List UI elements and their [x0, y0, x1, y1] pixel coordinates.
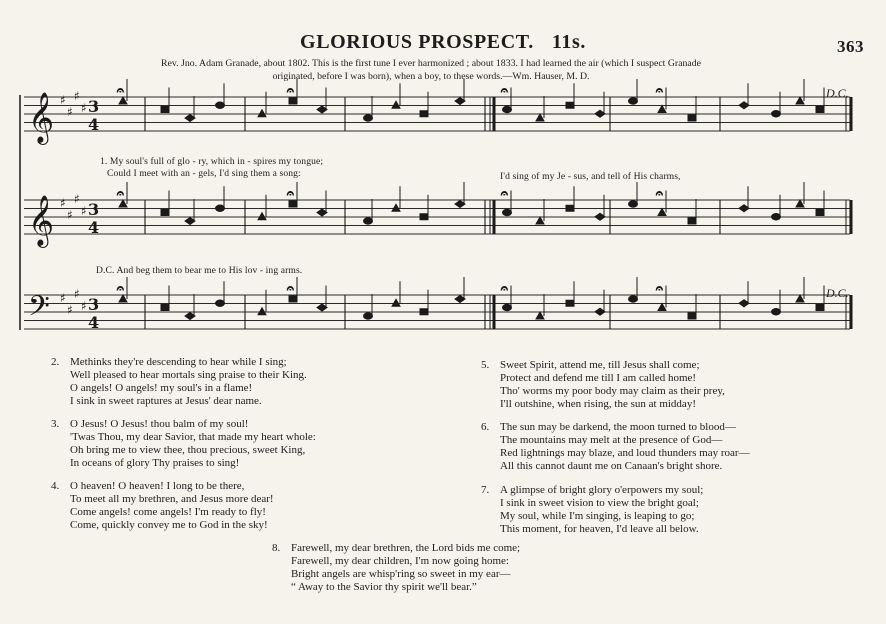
- time-signature: 3: [88, 97, 100, 116]
- sharp-sign: ♯: [81, 299, 87, 313]
- shape-note: [566, 205, 574, 211]
- fermata: 𝄐: [117, 281, 124, 295]
- sharp-sign: ♯: [60, 196, 66, 210]
- sharp-sign: ♯: [81, 204, 87, 218]
- lyrics-dc-line: D.C. And beg them to bear me to His lov - ing arms.: [96, 265, 303, 276]
- shape-note: [289, 98, 297, 104]
- time-signature: 3: [88, 200, 100, 219]
- shape-note: [216, 300, 225, 306]
- sharp-sign: ♯: [60, 93, 66, 107]
- verse-line: Oh bring me to view thee, thou precious, sweet King,: [70, 444, 306, 456]
- page-number: 363: [837, 37, 864, 56]
- fermata: 𝄐: [656, 281, 663, 295]
- dc-mark-top: D.C.: [826, 86, 849, 100]
- sharp-sign: ♯: [74, 192, 80, 206]
- shape-note: [420, 111, 428, 117]
- fermata: 𝄐: [501, 83, 508, 97]
- sharp-sign: ♯: [74, 89, 80, 103]
- verse-6: [481, 421, 750, 473]
- verse-line: O angels! O angels! my soul's in a flame!: [70, 382, 253, 394]
- time-signature: 4: [88, 218, 100, 237]
- shape-note: [216, 205, 225, 211]
- shape-note: [289, 201, 297, 207]
- fermata: 𝄐: [656, 186, 663, 200]
- verse-number: 7.: [481, 484, 490, 496]
- verse-5: [481, 359, 725, 411]
- shape-note: [772, 214, 781, 220]
- shape-note: [658, 209, 666, 216]
- verse-7: [481, 484, 704, 536]
- fermata: 𝄐: [287, 186, 294, 200]
- shape-note: [364, 218, 373, 224]
- verse-4: [51, 480, 274, 532]
- verse-line: The sun may be darkend, the moon turned to blood—: [500, 421, 736, 433]
- verse-line: In oceans of glory Thy praises to sing!: [70, 457, 240, 469]
- shape-note: [658, 106, 666, 113]
- shape-note: [816, 305, 824, 311]
- credit-line-1: Rev. Jno. Adam Granade, about 1802. This is the first tune I ever harmonized ; about 1833. I had learned the air (which I suspect Granade: [160, 58, 702, 69]
- verse-line: Bright angels are whisp'ring so sweet in my ear—: [291, 568, 511, 580]
- treble-clef: 𝄞: [28, 195, 55, 246]
- verse-number: 6.: [481, 421, 490, 433]
- verse-line: Well pleased to hear mortals sing praise to their King.: [70, 369, 307, 381]
- shape-note: [119, 200, 127, 207]
- shape-note: [536, 114, 544, 121]
- shape-note: [772, 111, 781, 117]
- shape-note: [796, 295, 804, 302]
- verse-line: A glimpse of bright glory o'erpowers my soul;: [500, 484, 704, 496]
- shape-note: [658, 304, 666, 311]
- verse-number: 4.: [51, 480, 60, 492]
- fermata: 𝄐: [501, 186, 508, 200]
- shape-note: [258, 110, 266, 117]
- fermata: 𝄐: [656, 83, 663, 97]
- shape-note: [566, 300, 574, 306]
- sharp-sign: ♯: [67, 303, 73, 317]
- shape-note: [364, 115, 373, 121]
- treble-clef: 𝄞: [28, 92, 55, 143]
- shape-note: [258, 213, 266, 220]
- shape-note: [364, 313, 373, 319]
- lyrics-verse1-refrain: I'd sing of my Je - sus, and tell of His charms,: [500, 171, 681, 182]
- time-signature: 3: [88, 295, 100, 314]
- verse-number: 3.: [51, 418, 60, 430]
- shape-note: [161, 107, 169, 113]
- shape-note: [772, 309, 781, 315]
- credit-line-2: originated, before I was born), when a boy, to these words.—Wm. Hauser, M. D.: [272, 71, 590, 82]
- shape-note: [536, 217, 544, 224]
- verse-line: Sweet Spirit, attend me, till Jesus shall come;: [500, 359, 700, 371]
- verse-line: Farewell, my dear children, I'm now going home:: [291, 555, 509, 567]
- meter-label: 11s.: [551, 31, 586, 53]
- fermata: 𝄐: [287, 281, 294, 295]
- verse-line: Red lightnings may blaze, and loud thunders may roar—: [500, 447, 750, 459]
- verse-line: I sink in sweet raptures at Jesus' dear name.: [70, 395, 262, 407]
- shape-note: [688, 115, 696, 121]
- shape-note: [258, 308, 266, 315]
- verse-line: Protect and defend me till I am called home!: [500, 372, 697, 384]
- verse-line: Farewell, my dear brethren, the Lord bids me come;: [291, 542, 521, 554]
- verse-line: Methinks they're descending to hear while I sing;: [70, 356, 287, 368]
- verse-line: All this cannot daunt me on Canaan's bright shore.: [500, 460, 723, 472]
- shape-note: [536, 312, 544, 319]
- shape-note: [816, 210, 824, 216]
- verse-number: 2.: [51, 356, 60, 368]
- sharp-sign: ♯: [81, 101, 87, 115]
- shape-note: [796, 200, 804, 207]
- verse-line: “ Away to the Savior thy spirit we'll bear.”: [291, 581, 477, 593]
- shape-note: [688, 313, 696, 319]
- shape-note: [566, 102, 574, 108]
- dc-mark-bass: D.C.: [826, 286, 849, 300]
- shape-note: [629, 296, 638, 302]
- verse-line: To meet all my brethren, and Jesus more dear!: [70, 493, 274, 505]
- sharp-sign: ♯: [67, 105, 73, 119]
- shape-note: [392, 204, 400, 211]
- shape-note: [119, 97, 127, 104]
- lyrics-verse1-second-half: Could I meet with an - gels, I'd sing them a song:: [107, 168, 301, 179]
- shape-note: [503, 209, 512, 215]
- sharp-sign: ♯: [60, 291, 66, 305]
- shape-note: [629, 201, 638, 207]
- shape-note: [816, 107, 824, 113]
- verse-number: 8.: [272, 542, 281, 554]
- fermata: 𝄐: [117, 83, 124, 97]
- shape-note: [161, 305, 169, 311]
- shape-note: [503, 106, 512, 112]
- fermata: 𝄐: [287, 83, 294, 97]
- verse-2: [51, 356, 307, 408]
- lyrics-verse1-first-half: 1. My soul's full of glo - ry, which in - spires my tongue;: [100, 156, 324, 167]
- verse-line: My soul, while I'm singing, is leaping to go;: [500, 510, 695, 522]
- shape-note: [503, 304, 512, 310]
- verse-line: I sink in sweet vision to view the bright goal;: [500, 497, 699, 509]
- verse-number: 5.: [481, 359, 490, 371]
- shape-note: [629, 98, 638, 104]
- shape-note: [420, 214, 428, 220]
- verse-line: Tho' worms my poor body may claim as their prey,: [500, 385, 725, 397]
- shape-note: [420, 309, 428, 315]
- verse-line: Come angels! come angels! I'm ready to fly!: [70, 506, 266, 518]
- time-signature: 4: [88, 313, 100, 332]
- verse-line: 'Twas Thou, my dear Savior, that made my heart whole:: [70, 431, 316, 443]
- verse-line: O heaven! O heaven! I long to be there,: [70, 480, 245, 492]
- shape-note: [289, 296, 297, 302]
- shape-note: [392, 299, 400, 306]
- time-signature: 4: [88, 115, 100, 134]
- shape-note: [796, 97, 804, 104]
- verse-line: O Jesus! O Jesus! thou balm of my soul!: [70, 418, 249, 430]
- shape-note: [688, 218, 696, 224]
- bass-clef: 𝄢: [28, 290, 50, 330]
- sharp-sign: ♯: [74, 287, 80, 301]
- title-text: GLORIOUS PROSPECT.: [300, 31, 534, 53]
- fermata: 𝄐: [117, 186, 124, 200]
- shape-note: [119, 295, 127, 302]
- shape-note: [216, 102, 225, 108]
- verse-3: [51, 418, 316, 470]
- verse-line: I'll outshine, when rising, the sun at midday!: [500, 398, 696, 410]
- verse-line: Come, quickly convey me to God in the sky!: [70, 519, 268, 531]
- shape-note: [161, 210, 169, 216]
- sharp-sign: ♯: [67, 208, 73, 222]
- shape-note: [392, 101, 400, 108]
- verse-line: The mountains may melt at the presence of God—: [500, 434, 723, 446]
- verse-line: This moment, for heaven, I'd leave all below.: [500, 523, 699, 535]
- verse-8: [272, 542, 521, 594]
- fermata: 𝄐: [501, 281, 508, 295]
